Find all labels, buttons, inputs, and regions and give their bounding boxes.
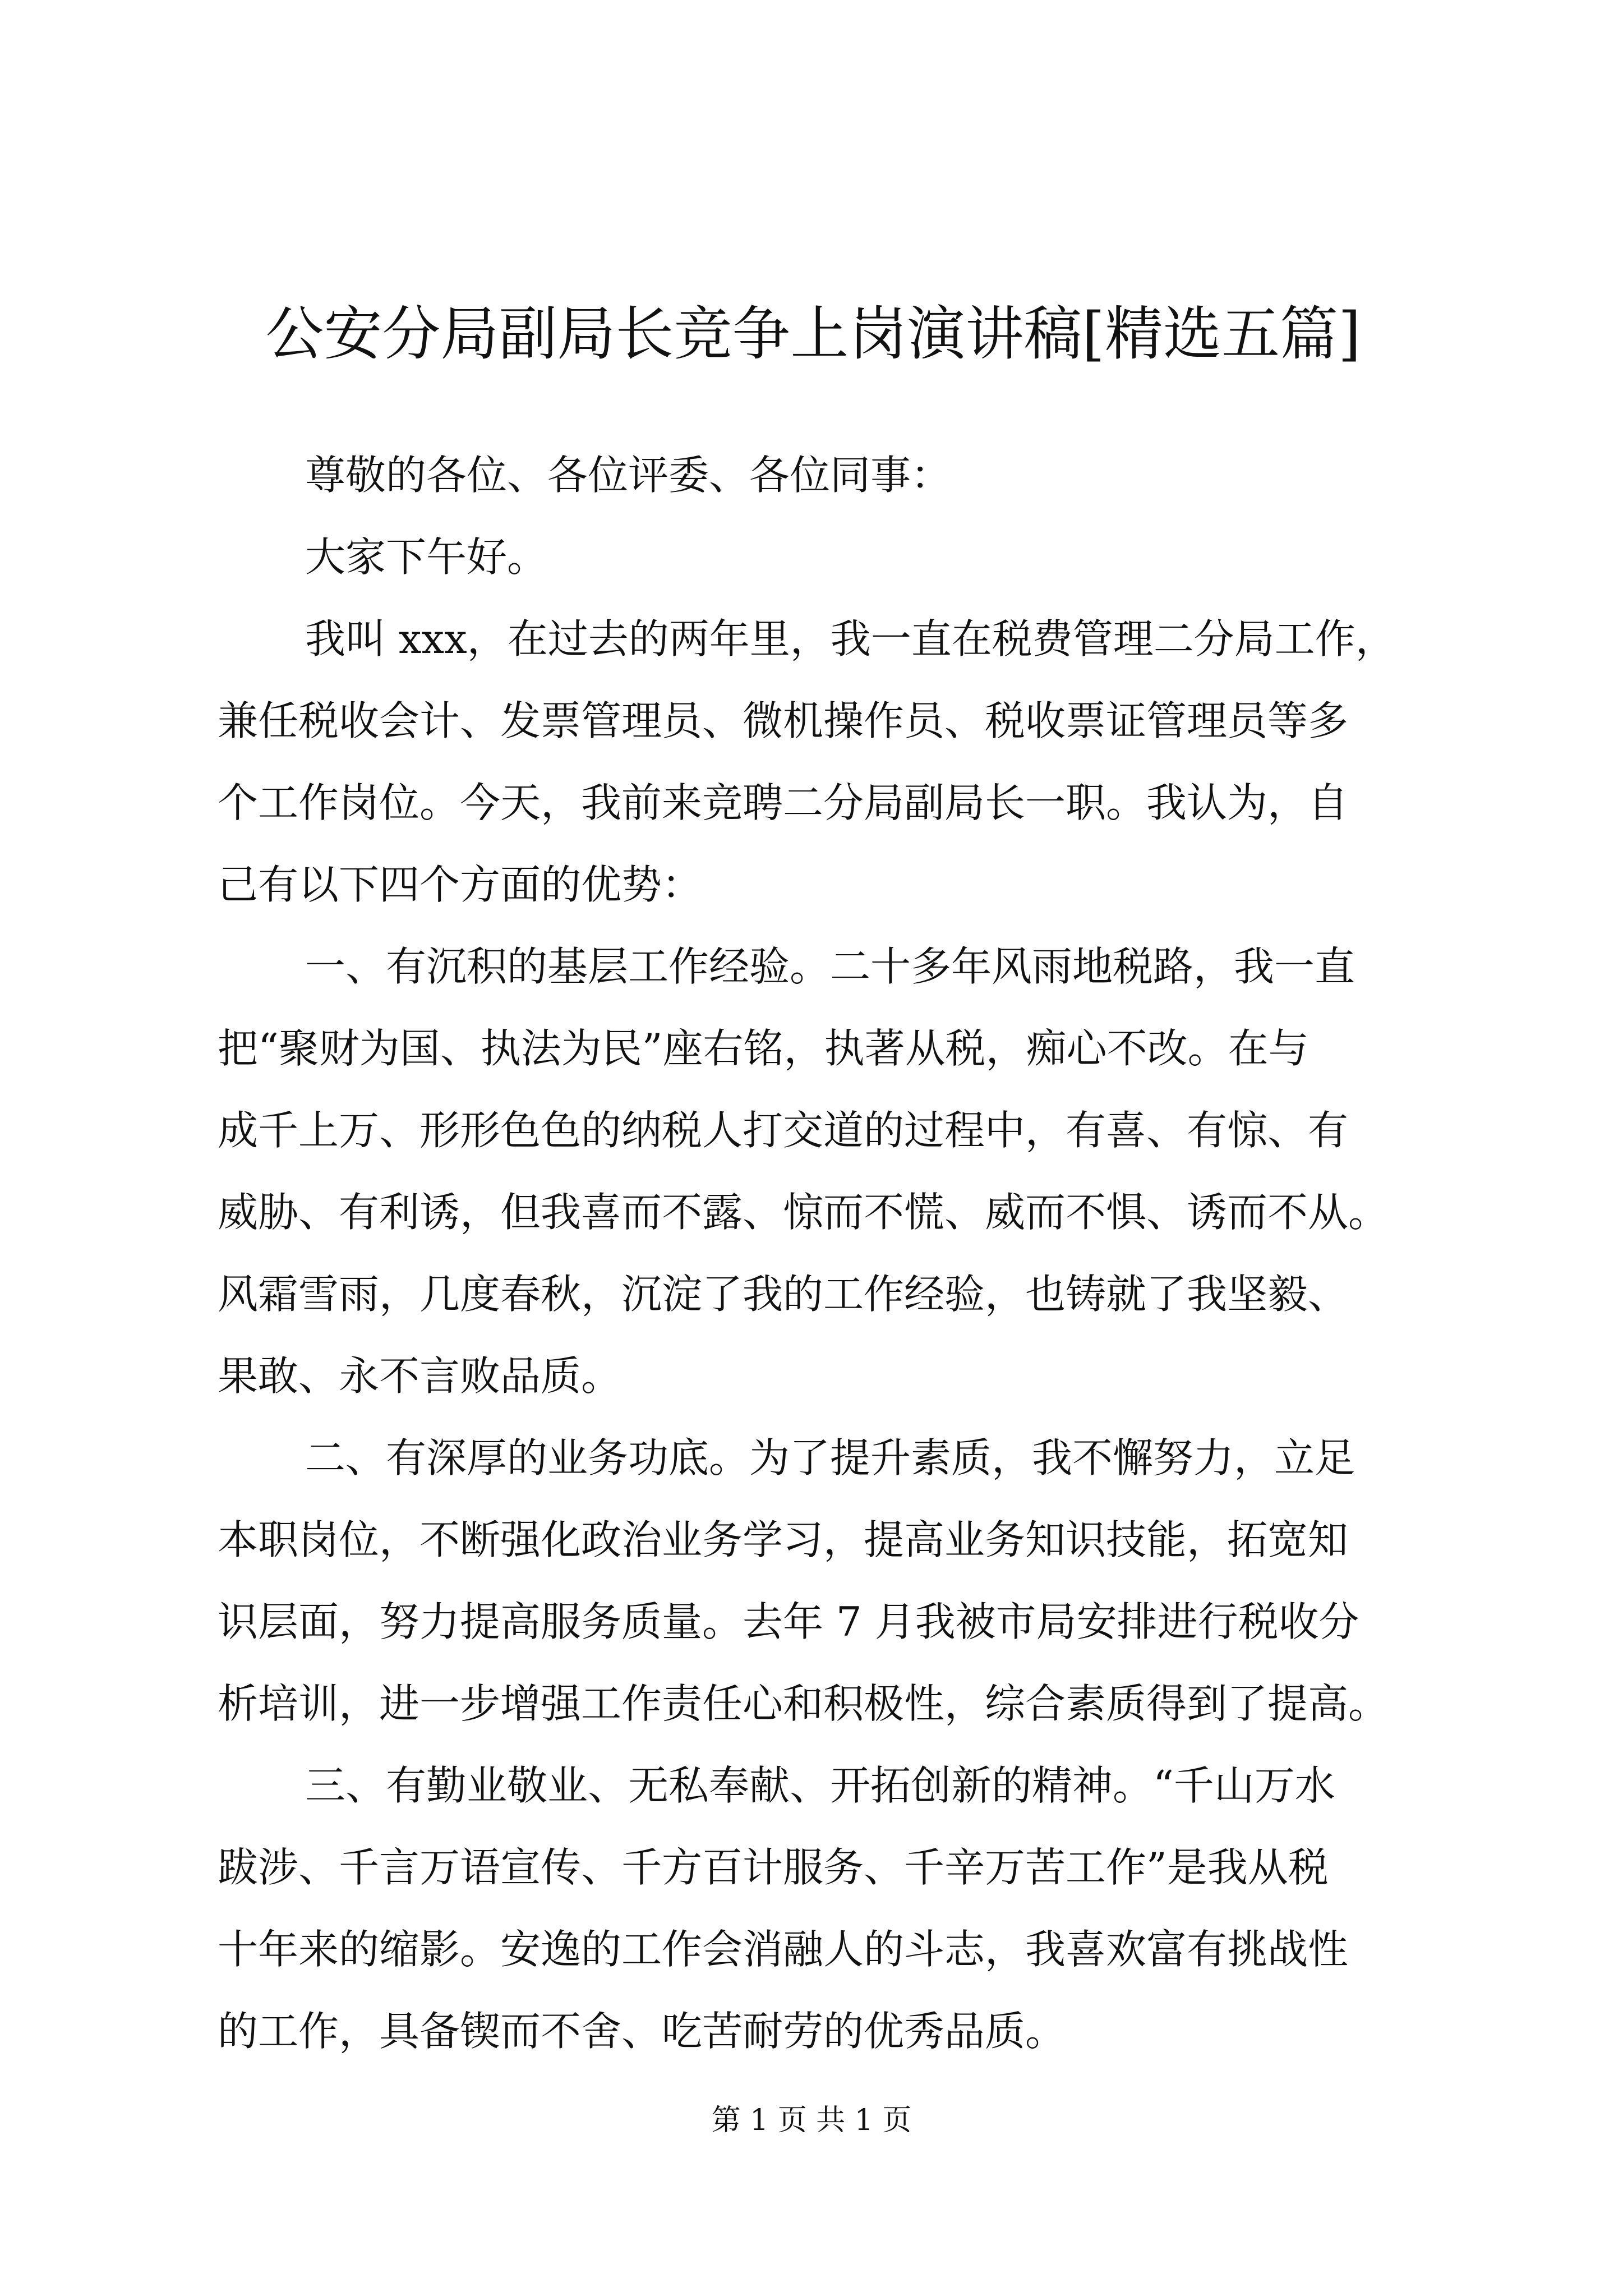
page-footer: 第 1 页 共 1 页	[711, 2104, 912, 2137]
paragraph-line: 本职岗位，不断强化政治业务学习，提高业务知识技能，拓宽知	[218, 1516, 1349, 1563]
document-title: 公安分局副局长竞争上岗演讲稿[精选五篇]	[265, 300, 1361, 368]
paragraph-line: 的工作，具备锲而不舍、吃苦耐劳的优秀品质。	[218, 2008, 1066, 2055]
salutation-line: 尊敬的各位、各位评委、各位同事：	[305, 452, 952, 499]
paragraph-line: 果敢、永不言败品质。	[218, 1352, 622, 1400]
paragraph-line: 风霜雪雨，几度春秋，沉淀了我的工作经验，也铸就了我坚毅、	[218, 1271, 1349, 1318]
paragraph-line: 把“聚财为国、执法为民”座右铭，执著从税，痴心不改。在与	[218, 1025, 1309, 1072]
paragraph-line: 一、有沉积的基层工作经验。二十多年风雨地税路，我一直	[305, 943, 1355, 990]
paragraph-line: 析培训，进一步增强工作责任心和积极性，综合素质得到了提高。	[218, 1680, 1389, 1727]
paragraph-line: 我叫 xxx，在过去的两年里，我一直在税费管理二分局工作，	[305, 615, 1396, 662]
paragraph-line: 个工作岗位。今天，我前来竞聘二分局副局长一职。我认为，自	[218, 779, 1349, 826]
paragraph-line: 成千上万、形形色色的纳税人打交道的过程中，有喜、有惊、有	[218, 1107, 1349, 1154]
greeting-line: 大家下午好。	[305, 533, 548, 581]
paragraph-line: 十年来的缩影。安逸的工作会消融人的斗志，我喜欢富有挑战性	[218, 1926, 1349, 1973]
paragraph-line: 二、有深厚的业务功底。为了提升素质，我不懈努力，立足	[305, 1434, 1355, 1481]
paragraph-line: 三、有勤业敬业、无私奉献、开拓创新的精神。“千山万水	[305, 1762, 1335, 1809]
document-body	[218, 352, 1429, 2072]
paragraph-line: 兼任税收会计、发票管理员、微机操作员、税收票证管理员等多	[218, 697, 1349, 744]
paragraph-line: 跋涉、千言万语宣传、千方百计服务、千辛万苦工作”是我从税	[218, 1844, 1329, 1891]
paragraph-line: 己有以下四个方面的优势：	[218, 861, 703, 908]
paragraph-line: 识层面，努力提高服务质量。去年 7 月我被市局安排进行税收分	[218, 1598, 1359, 1645]
paragraph-line: 威胁、有利诱，但我喜而不露、惊而不慌、威而不惧、诱而不从。	[218, 1189, 1389, 1236]
